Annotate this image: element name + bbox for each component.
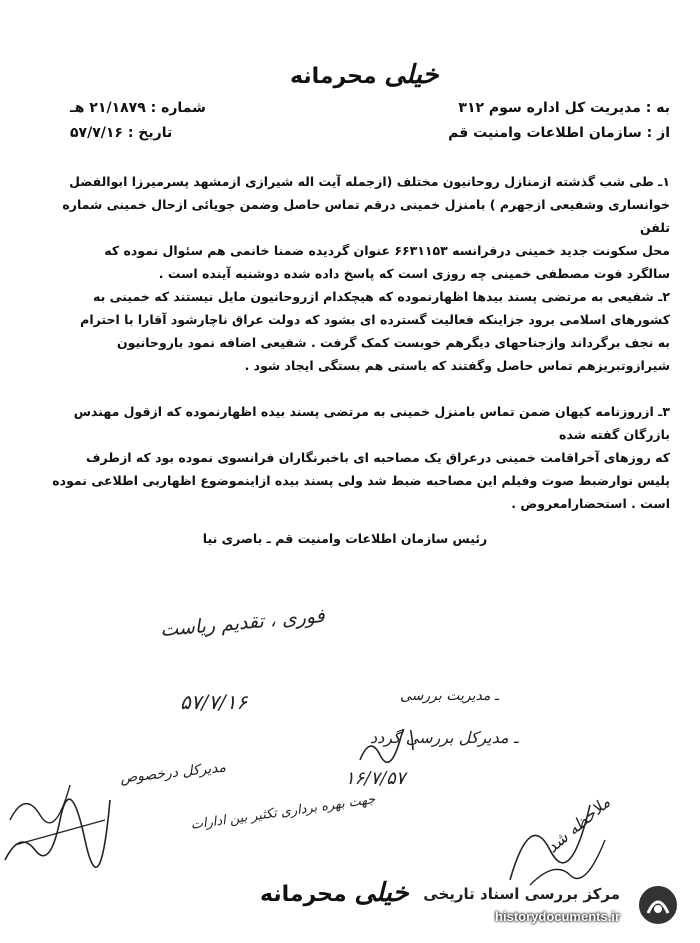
handwritten-note-4: مدیرکل درخصوص [119, 759, 227, 787]
paragraph-3-line: پلیس نوارضبط صوت وفیلم این مصاحبه ضبط شد ولی پسند بیده ازاینموضوع اظهاربی اطلاعی نموده [52, 473, 670, 488]
paragraph-3-line: که روزهای آخراقامت خمینی درعراق یک مصاحبه ای باخبرنگاران فرانسوی نموده بود که ازطرف [86, 450, 670, 465]
stamp-bottom-label: محرمانه [260, 882, 347, 907]
paragraph-1 [30, 170, 670, 285]
watermark-fa: مرکز بررسی اسناد تاریخی [423, 885, 620, 903]
stamp-bottom-handwritten: خیلی [354, 878, 409, 908]
paragraph-1-line: ۱ـ طی شب گذشته ازمنازل روحانیون مختلف (ازجمله آیت اله شیرازی ازمشهد پسرمیرزا ابوالفضل [69, 174, 670, 189]
paragraph-1-line: محل سکونت جدید خمینی درفرانسه ۶۶۳۱۱۵۳ عنوان گردیده ضمنا خانمی هم سئوال نموده که [104, 243, 670, 258]
watermark-logo-icon [636, 883, 680, 927]
header-number: شماره : ۲۱/۱۸۷۹ هـ [70, 100, 206, 116]
handwritten-scribble-left [0, 760, 120, 870]
handwritten-note-2: ـ مدیریت بررسی [400, 688, 499, 704]
handwritten-note-5: جهت بهره برداری تکثیر بین ادارات [189, 792, 377, 833]
handwritten-scribble-right [500, 790, 610, 890]
paragraph-3-line: است . استحضارامعروض . [511, 496, 670, 511]
handwritten-date-2: ۱۶/۷/۵۷ [345, 768, 406, 789]
paragraph-2-line: به نجف برگرداند وازجناحهای دیگرهم خوبست کمک گرفت . شفیعی اضافه نمود باروحانیون [116, 335, 670, 350]
handwritten-note-6: ملاحظه شد [542, 792, 614, 857]
header-to: به : مدیریت کل اداره سوم ۳۱۲ [458, 100, 670, 116]
handwritten-date-1: ۵۷/۷/۱۶ [180, 690, 248, 714]
stamp-top-label: محرمانه [290, 64, 377, 89]
handwritten-note-1: فوری ، تقدیم ریاست [159, 604, 326, 642]
header-from: از : سازمان اطلاعات وامنیت قم [448, 125, 670, 141]
handwritten-note-3: ـ مدیرکل بررسی گردد [370, 728, 519, 747]
stamp-top-handwritten: خیلی [384, 60, 439, 90]
watermark-en: historydocuments.ir [495, 909, 620, 924]
paragraph-1-line: خوانساری وشفیعی ازجهرم ) بامنزل خمینی درقم تماس حاصل وضمن جویائی ازحال خمینی شماره تلفن [62, 197, 670, 235]
confidential-stamp-top [290, 60, 439, 90]
paragraph-3 [30, 400, 670, 515]
signature-line: رئیس سازمان اطلاعات وامنیت قم ـ باصری نیا [202, 531, 488, 546]
paragraph-1-line: سالگرد فوت مصطفی خمینی چه روزی است که پاسخ داده شده دوشنبه آینده است . [158, 266, 670, 281]
paragraph-2-line: ۲ـ شفیعی به مرتضی پسند بیدها اظهارنموده که هیچکدام ازروحانیون مایل نیستند که خمینی به [92, 289, 670, 304]
paragraph-2-line: کشورهای اسلامی برود جزاینکه فعالیت گسترده ای بشود که دولت عراق ناچارشود آقارا با احترام [80, 312, 670, 327]
paragraph-2-line: شیرازوتبریزهم تماس حاصل وگفتند که باستی هم بستگی ایجاد شود . [244, 358, 670, 373]
paragraph-2 [30, 285, 670, 377]
signature-scribble [355, 730, 415, 770]
header-date: تاریخ : ۵۷/۷/۱۶ [70, 125, 173, 141]
watermark [420, 881, 680, 933]
confidential-stamp-bottom [260, 878, 409, 908]
paragraph-3-line: ۳ـ ازروزنامه کیهان ضمن تماس بامنزل خمینی به مرتضی پسند بیده اظهارنموده که ازقول مهندس بازرگان گفته شده [73, 404, 670, 442]
